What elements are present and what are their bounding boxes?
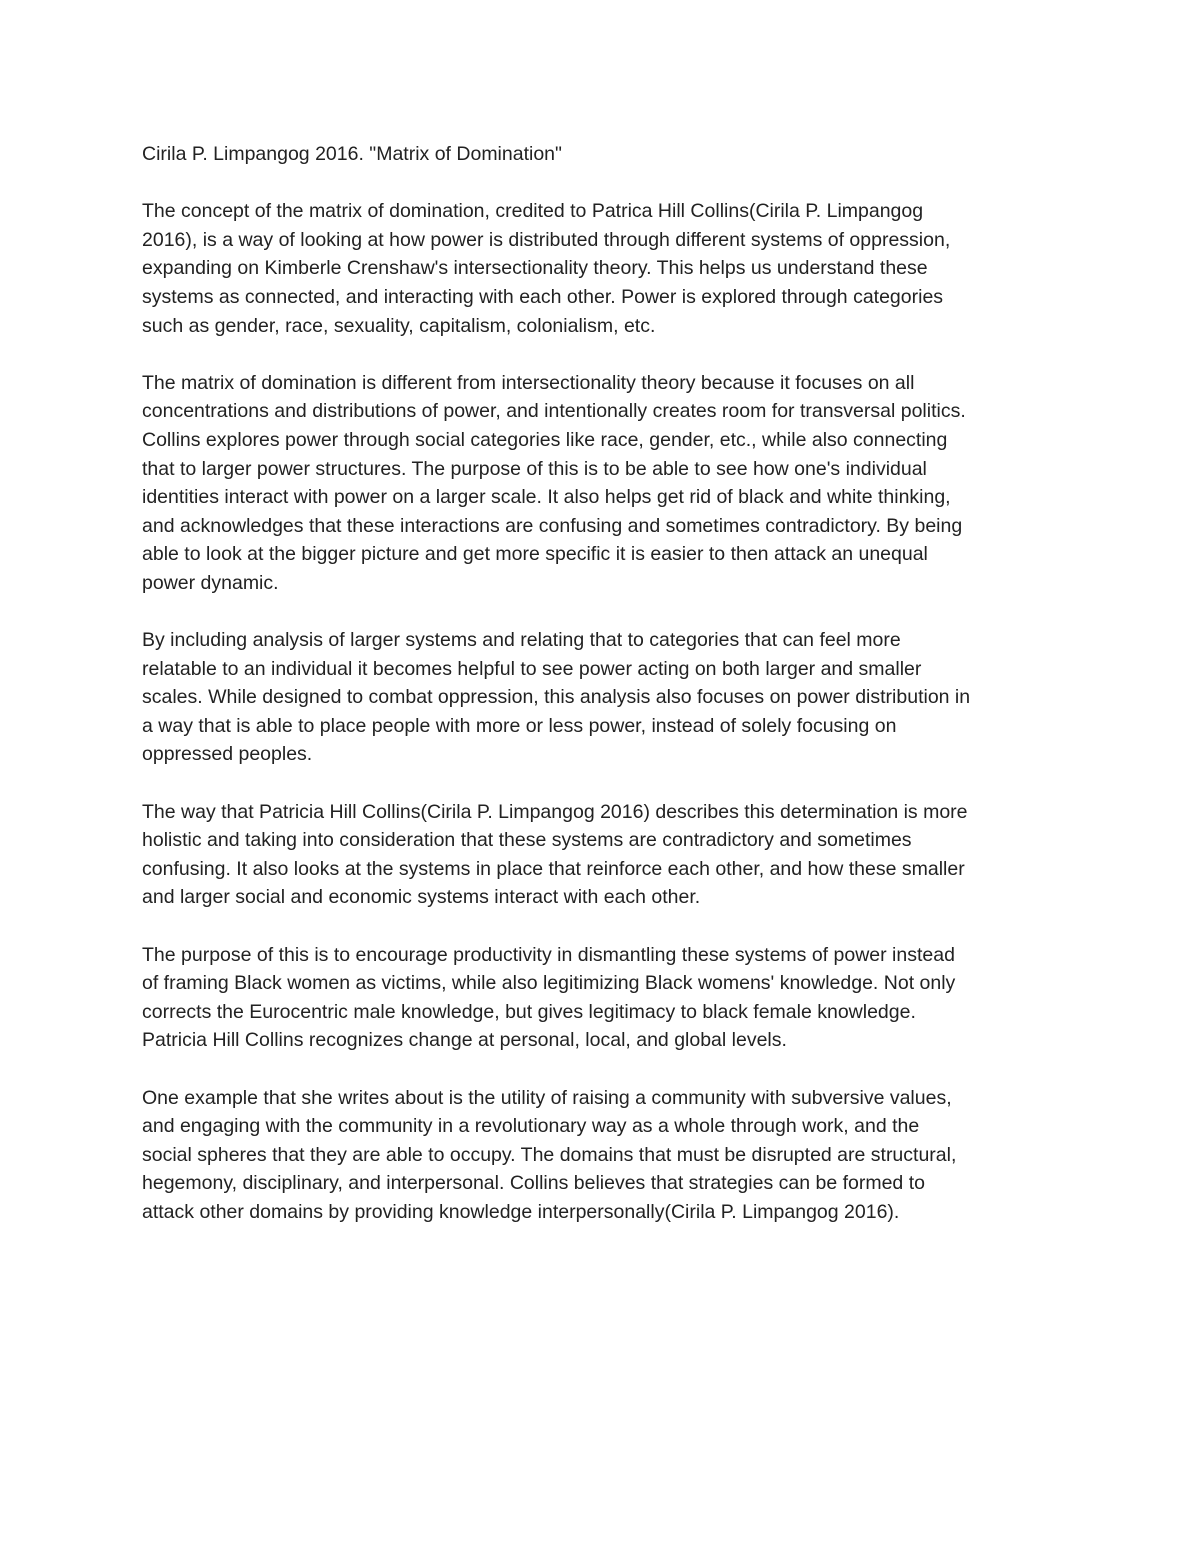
document-body	[142, 140, 1062, 1255]
paragraph-6: One example that she writes about is the utility of raising a community with subversive values, and engaging with the community in a revolutionary way as a whole through work, and the social spheres that they are able to occupy. The domains that must be disrupted are structural, hegemony, disciplinary, and interpersonal. Collins believes that strategies can be formed to attack other domains by providing knowledge interpersonally(Cirila P. Limpangog 2016).	[142, 1086, 957, 1223]
paragraph-5: The purpose of this is to encourage productivity in dismantling these systems of power instead of framing Black women as victims, while also legitimizing Black womens' knowledge. Not only corrects the Eurocentric male knowledge, but gives legitimacy to black female knowledge. Patricia Hill Collins recognizes change at personal, local, and global levels.	[142, 943, 956, 1052]
paragraph-4: The way that Patricia Hill Collins(Cirila P. Limpangog 2016) describes this determination is more holistic and taking into consideration that these systems are contradictory and sometimes confusing. It also looks at the systems in place that reinforce each other, and how these smaller and larger social and economic systems interact with each other.	[142, 800, 968, 909]
paragraph-3: By including analysis of larger systems and relating that to categories that can feel more relatable to an individual it becomes helpful to see power acting on both larger and smaller scales. While designed to combat oppression, this analysis also focuses on power distribution in a way that is able to place people with more or less power, instead of solely focusing on oppressed peoples.	[142, 629, 971, 766]
document-title: Cirila P. Limpangog 2016. "Matrix of Domination"	[142, 143, 562, 165]
paragraph-1: The concept of the matrix of domination, credited to Patrica Hill Collins(Cirila P. Limpangog 2016), is a way of looking at how power is distributed through different systems of oppression, expanding on Kimberle Crenshaw's intersectionality theory. This helps us understand these systems as connected, and interacting with each other. Power is explored through categories such as gender, race, sexuality, capitalism, colonialism, etc.	[142, 200, 951, 337]
paragraph-2: The matrix of domination is different from intersectionality theory because it focuses on all concentrations and distributions of power, and intentionally creates room for transversal politics. Collins explores power through social categories like race, gender, etc., while also connecting that to larger power structures. The purpose of this is to be able to see how one's individual identities interact with power on a larger scale. It also helps get rid of black and white thinking, and acknowledges that these interactions are confusing and sometimes contradictory. By being able to look at the bigger picture and get more specific it is easier to then attack an unequal power dynamic.	[142, 371, 966, 594]
